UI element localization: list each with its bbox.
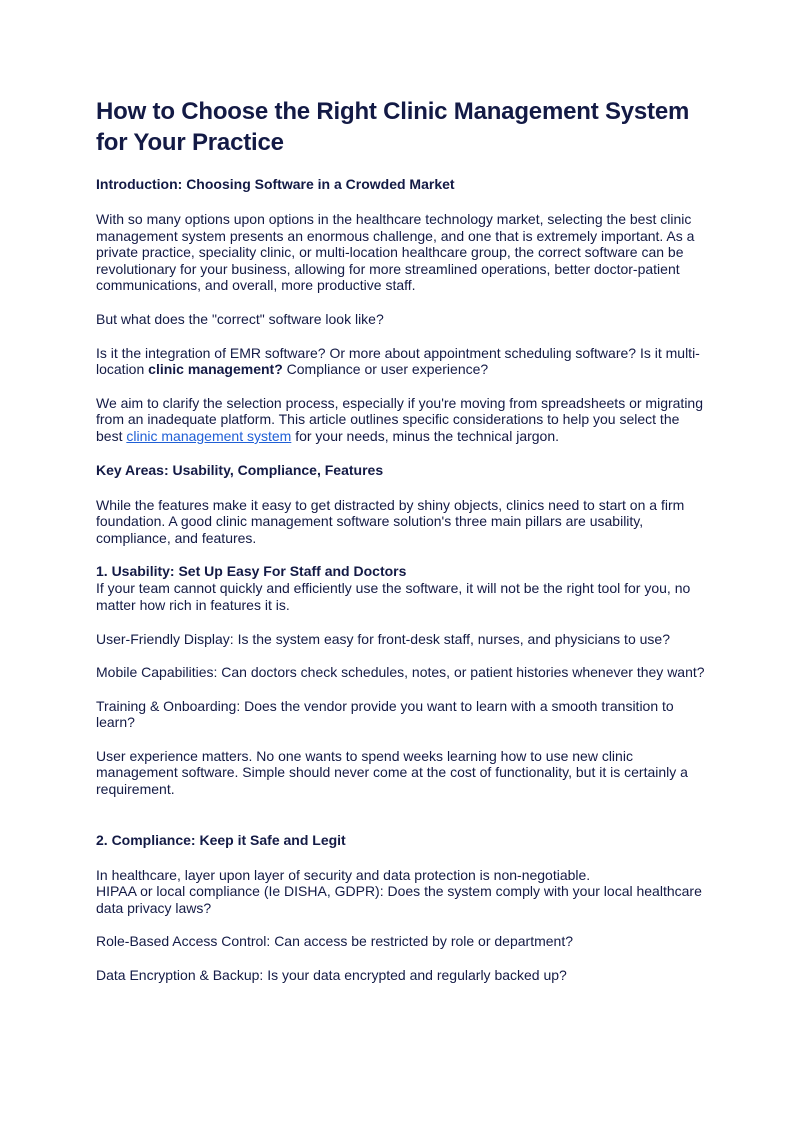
intro-paragraph-4-text-a: We aim to clarify the selection process, especially if you're moving from spreadsheets or migrating from an inadequate platform. This article outlines specific considerations to help you select the best (96, 394, 704, 444)
usability-paragraph-2: User-Friendly Display: Is the system easy for front-desk staff, nurses, and physicians to use? (96, 630, 670, 647)
key-areas-heading: Key Areas: Usability, Compliance, Features (96, 461, 384, 478)
compliance-paragraph-4: Data Encryption & Backup: Is your data encrypted and regularly backed up? (96, 967, 567, 984)
page-title: How to Choose the Right Clinic Management System for Your Practice (96, 98, 690, 156)
intro-paragraph-4-text-b: for your needs, minus the technical jargon. (291, 427, 560, 444)
intro-paragraph-4 (96, 395, 708, 445)
usability-paragraph-1: If your team cannot quickly and efficiently use the software, it will not be the right tool for you, no matter how rich in features it is. (96, 580, 691, 613)
intro-heading: Introduction: Choosing Software in a Crowded Market (96, 176, 455, 192)
intro-paragraph-3-text-b: Compliance or user experience? (282, 361, 489, 378)
compliance-paragraph-1: In healthcare, layer upon layer of security and data protection is non-negotiable. (96, 866, 591, 883)
usability-paragraph-5: User experience matters. No one wants to spend weeks learning how to use new clinic management software. Simple should never come at the cost of functionality, but it is certainly a requirement. (96, 747, 688, 798)
clinic-management-system-link[interactable]: clinic management system (126, 427, 292, 444)
document-page (96, 96, 708, 984)
intro-paragraph-3-text-a: Is it the integration of EMR software? Or more about appointment scheduling software? Is it multi-location (96, 344, 700, 378)
usability-paragraph-4: Training & Onboarding: Does the vendor provide you want to learn with a smooth transition to learn? (96, 697, 674, 731)
intro-paragraph-3 (96, 345, 708, 378)
compliance-paragraph-2: HIPAA or local compliance (Ie DISHA, GDPR): Does the system comply with your local healthcare data privacy laws? (96, 883, 702, 916)
intro-paragraph-2: But what does the "correct" software look like? (96, 310, 384, 327)
usability-paragraph-3: Mobile Capabilities: Can doctors check schedules, notes, or patient histories whenever they want? (96, 664, 705, 681)
intro-paragraph-3-bold: clinic management? (148, 361, 283, 378)
intro-paragraph-1: With so many options upon options in the healthcare technology market, selecting the best clinic management system presents an enormous challenge, and one that is extremely important. As a private practice, speciality clinic, or multi-location healthcare group, the correct software can be revolutionary for your business, allowing for more streamlined operations, better doctor-patient communications, and overall, more productive staff. (96, 211, 695, 294)
usability-heading: 1. Usability: Set Up Easy For Staff and Doctors (96, 563, 407, 580)
compliance-paragraph-3: Role-Based Access Control: Can access be restricted by role or department? (96, 933, 574, 950)
key-areas-paragraph: While the features make it easy to get distracted by shiny objects, clinics need to start on a firm foundation. A good clinic management software solution's three main pillars are usability, compliance, and features. (96, 496, 685, 546)
compliance-heading: 2. Compliance: Keep it Safe and Legit (96, 831, 346, 848)
